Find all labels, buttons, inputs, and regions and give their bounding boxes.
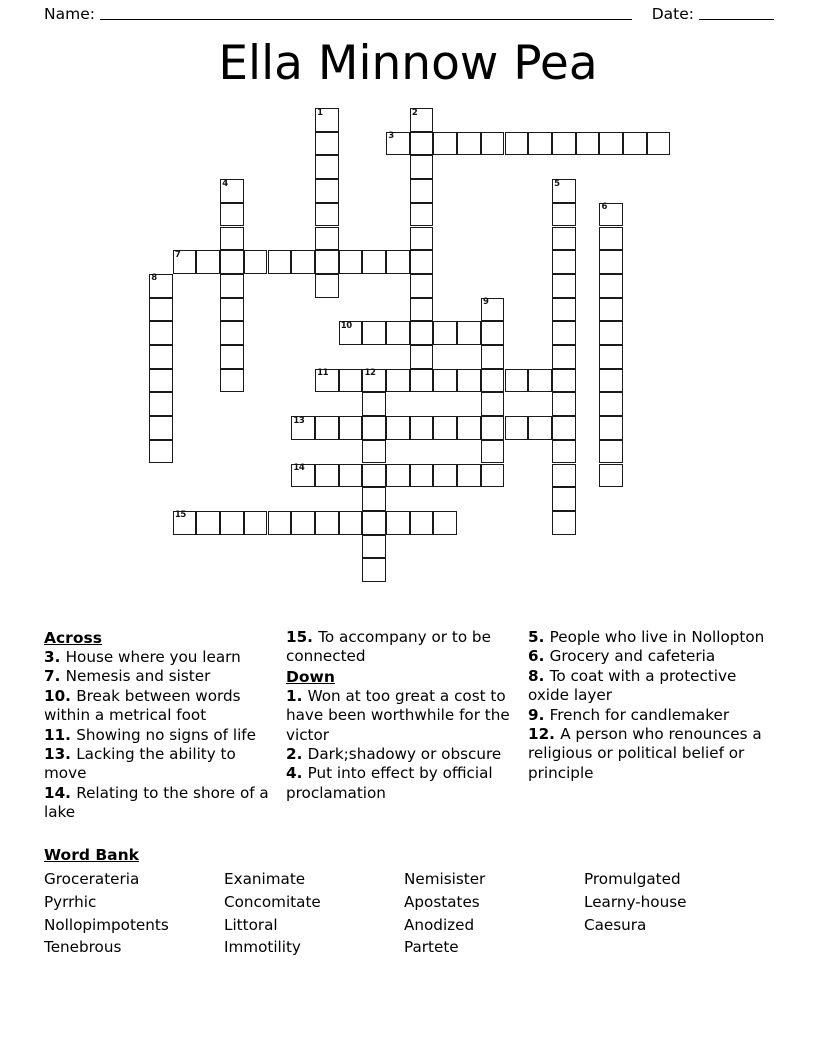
crossword-cell[interactable] bbox=[362, 511, 386, 535]
crossword-cell[interactable] bbox=[362, 416, 386, 440]
clue-number: 4. bbox=[286, 764, 308, 783]
word-bank-word: Caesura bbox=[584, 915, 647, 934]
clue-number: 11. bbox=[44, 725, 77, 744]
clue-item bbox=[44, 648, 276, 667]
crossword-cell[interactable] bbox=[196, 511, 220, 535]
crossword-cell[interactable] bbox=[552, 203, 576, 227]
clue-text: A person who renounces a religious or political belief or principle bbox=[528, 725, 762, 782]
crossword-cell[interactable] bbox=[196, 250, 220, 274]
crossword-cell[interactable] bbox=[433, 132, 457, 156]
crossword-cell[interactable] bbox=[410, 179, 434, 203]
word-bank-word: Learny-house bbox=[584, 892, 687, 911]
crossword-cell[interactable] bbox=[220, 203, 244, 227]
crossword-cell[interactable] bbox=[552, 345, 576, 369]
crossword-cell[interactable] bbox=[220, 274, 244, 298]
crossword-cell[interactable] bbox=[481, 392, 505, 416]
clue-item bbox=[44, 687, 276, 726]
crossword-cell[interactable] bbox=[339, 416, 363, 440]
crossword-cell[interactable] bbox=[220, 511, 244, 535]
crossword-cell[interactable] bbox=[315, 511, 339, 535]
clue-text: Lacking the ability to move bbox=[44, 745, 236, 783]
crossword-cell[interactable] bbox=[362, 464, 386, 488]
clue-item bbox=[286, 628, 518, 667]
clue-item bbox=[286, 687, 518, 745]
crossword-cell[interactable] bbox=[291, 250, 315, 274]
clue-text: Showing no signs of life bbox=[76, 725, 256, 744]
crossword-cell[interactable] bbox=[481, 321, 505, 345]
crossword-cell[interactable] bbox=[505, 132, 529, 156]
crossword-cell[interactable] bbox=[149, 298, 173, 322]
crossword-cell[interactable] bbox=[339, 250, 363, 274]
clue-number: 8. bbox=[528, 666, 550, 685]
crossword-cell[interactable] bbox=[599, 416, 623, 440]
crossword-cell[interactable] bbox=[315, 179, 339, 203]
clue-item bbox=[44, 667, 276, 686]
crossword-cell[interactable] bbox=[362, 440, 386, 464]
clue-item bbox=[528, 647, 774, 666]
word-bank-word: Apostates bbox=[404, 892, 480, 911]
crossword-cell[interactable] bbox=[386, 511, 410, 535]
crossword-cell[interactable] bbox=[552, 274, 576, 298]
crossword-cell[interactable] bbox=[552, 250, 576, 274]
clue-text: French for candlemaker bbox=[549, 705, 730, 724]
crossword-cell[interactable] bbox=[481, 345, 505, 369]
crossword-cell[interactable] bbox=[386, 132, 410, 156]
crossword-cell[interactable] bbox=[481, 132, 505, 156]
down-heading: Down bbox=[286, 667, 335, 686]
clue-number: 5. bbox=[528, 628, 550, 646]
crossword-cell[interactable] bbox=[315, 155, 339, 179]
clue-number: 9. bbox=[528, 705, 550, 724]
crossword-cell[interactable] bbox=[339, 464, 363, 488]
crossword-cell[interactable] bbox=[386, 321, 410, 345]
clue-item bbox=[528, 725, 774, 783]
crossword-cell[interactable] bbox=[623, 132, 647, 156]
crossword-cell[interactable] bbox=[552, 416, 576, 440]
crossword-cell[interactable] bbox=[386, 464, 410, 488]
clues-section bbox=[44, 628, 774, 838]
crossword-cell[interactable] bbox=[315, 250, 339, 274]
crossword-cell[interactable] bbox=[552, 440, 576, 464]
clue-number: 10. bbox=[44, 686, 77, 705]
word-bank-heading: Word Bank bbox=[44, 846, 139, 864]
crossword-cell[interactable] bbox=[315, 416, 339, 440]
crossword-cell[interactable] bbox=[433, 321, 457, 345]
crossword-cell[interactable] bbox=[457, 416, 481, 440]
crossword-cell[interactable] bbox=[362, 321, 386, 345]
crossword-cell[interactable] bbox=[433, 464, 457, 488]
crossword-cell[interactable] bbox=[173, 511, 197, 535]
crossword-cell[interactable] bbox=[362, 369, 386, 393]
crossword-cell[interactable] bbox=[362, 487, 386, 511]
crossword-cell-number: 12 bbox=[364, 368, 376, 379]
crossword-cell[interactable] bbox=[599, 203, 623, 227]
crossword-cell[interactable] bbox=[244, 250, 268, 274]
crossword-cell[interactable] bbox=[315, 369, 339, 393]
clue-item bbox=[528, 706, 774, 725]
word-bank-word: Littoral bbox=[224, 915, 278, 934]
crossword-cell-number: 5 bbox=[554, 178, 560, 189]
crossword-cell[interactable] bbox=[149, 440, 173, 464]
crossword-cell[interactable] bbox=[149, 392, 173, 416]
crossword-cell[interactable] bbox=[315, 108, 339, 132]
clue-item bbox=[528, 628, 774, 647]
crossword-cell[interactable] bbox=[339, 369, 363, 393]
crossword-cell[interactable] bbox=[291, 416, 315, 440]
crossword-cell[interactable] bbox=[149, 274, 173, 298]
word-bank-word: Nemisister bbox=[404, 870, 486, 888]
crossword-cell[interactable] bbox=[599, 321, 623, 345]
crossword-cell-number: 10 bbox=[340, 320, 352, 331]
crossword-cell[interactable] bbox=[505, 416, 529, 440]
clue-number: 3. bbox=[44, 648, 66, 666]
word-bank-word: Exanimate bbox=[224, 870, 306, 888]
crossword-cell[interactable] bbox=[599, 392, 623, 416]
crossword-cell[interactable] bbox=[220, 345, 244, 369]
name-label: Name: bbox=[44, 5, 95, 23]
clue-text: To coat with a protective oxide layer bbox=[528, 666, 737, 705]
clue-item bbox=[44, 784, 276, 823]
crossword-cell[interactable] bbox=[410, 345, 434, 369]
clue-item bbox=[286, 745, 518, 764]
word-bank-word: Pyrrhic bbox=[44, 892, 97, 911]
crossword-cell[interactable] bbox=[410, 132, 434, 156]
crossword-cell[interactable] bbox=[149, 345, 173, 369]
crossword-cell[interactable] bbox=[339, 321, 363, 345]
crossword-cell[interactable] bbox=[220, 227, 244, 251]
crossword-cell[interactable] bbox=[268, 511, 292, 535]
crossword-cell[interactable] bbox=[599, 440, 623, 464]
crossword-cell[interactable] bbox=[410, 321, 434, 345]
crossword-cell[interactable] bbox=[410, 250, 434, 274]
crossword-cell[interactable] bbox=[528, 132, 552, 156]
crossword-cell[interactable] bbox=[481, 416, 505, 440]
crossword-cell[interactable] bbox=[410, 464, 434, 488]
crossword-cell[interactable] bbox=[481, 464, 505, 488]
word-bank-section bbox=[44, 845, 774, 959]
crossword-cell-number: 1 bbox=[317, 107, 323, 118]
crossword-cell-number: 14 bbox=[293, 463, 305, 473]
crossword-cell[interactable] bbox=[315, 203, 339, 227]
crossword-cell[interactable] bbox=[599, 274, 623, 298]
clue-item bbox=[528, 667, 774, 706]
crossword-cell[interactable] bbox=[599, 298, 623, 322]
crossword-cell[interactable] bbox=[599, 345, 623, 369]
clue-text: Won at too great a cost to have been worthwhile for the victor bbox=[286, 686, 510, 744]
crossword-cell[interactable] bbox=[220, 298, 244, 322]
crossword-cell-number: 3 bbox=[388, 131, 394, 142]
date-label: Date: bbox=[651, 5, 694, 23]
crossword-cell[interactable] bbox=[552, 132, 576, 156]
clues-column-1 bbox=[44, 628, 276, 823]
clue-text: Relating to the shore of a lake bbox=[44, 783, 269, 822]
clue-item bbox=[286, 764, 518, 803]
clue-number: 14. bbox=[44, 783, 77, 802]
clues-column-3 bbox=[528, 628, 774, 783]
crossword-cell[interactable] bbox=[362, 558, 386, 582]
word-bank-word: Promulgated bbox=[584, 870, 681, 888]
word-bank-word: Partete bbox=[404, 938, 459, 957]
clue-text: House where you learn bbox=[65, 648, 241, 666]
crossword-cell[interactable] bbox=[599, 369, 623, 393]
crossword-cell-number: 13 bbox=[293, 415, 305, 426]
clues-column-2 bbox=[286, 628, 518, 803]
crossword-cell[interactable] bbox=[433, 511, 457, 535]
word-bank-word: Anodized bbox=[404, 915, 475, 934]
crossword-cell[interactable] bbox=[291, 511, 315, 535]
crossword-cell[interactable] bbox=[362, 392, 386, 416]
clue-item bbox=[44, 745, 276, 784]
clue-number: 7. bbox=[44, 667, 66, 686]
crossword-cell[interactable] bbox=[386, 250, 410, 274]
clue-number: 6. bbox=[528, 647, 550, 666]
crossword-cell[interactable] bbox=[599, 132, 623, 156]
crossword-cell[interactable] bbox=[552, 321, 576, 345]
crossword-cell[interactable] bbox=[433, 416, 457, 440]
crossword-cell[interactable] bbox=[315, 227, 339, 251]
clue-text: Grocery and cafeteria bbox=[549, 647, 716, 666]
crossword-cell[interactable] bbox=[647, 132, 671, 156]
crossword-cell[interactable] bbox=[410, 108, 434, 132]
crossword-cell[interactable] bbox=[433, 369, 457, 393]
crossword-cell[interactable] bbox=[315, 464, 339, 488]
crossword-cell[interactable] bbox=[410, 511, 434, 535]
crossword-cell[interactable] bbox=[220, 321, 244, 345]
crossword-cell[interactable] bbox=[410, 274, 434, 298]
crossword-cell[interactable] bbox=[220, 369, 244, 393]
word-bank-word: Concomitate bbox=[224, 892, 321, 911]
clue-number: 13. bbox=[44, 745, 77, 764]
crossword-cell[interactable] bbox=[457, 321, 481, 345]
crossword-cell[interactable] bbox=[362, 535, 386, 559]
crossword-cell[interactable] bbox=[552, 487, 576, 511]
page-title: Ella Minnow Pea bbox=[218, 36, 598, 91]
crossword-cell-number: 15 bbox=[174, 510, 186, 521]
crossword-cell[interactable] bbox=[410, 155, 434, 179]
clue-number: 15. bbox=[286, 628, 319, 646]
crossword-cell[interactable] bbox=[386, 416, 410, 440]
word-bank-word: Grocerateria bbox=[44, 870, 140, 888]
crossword-cell[interactable] bbox=[457, 464, 481, 488]
clue-text: Dark;shadowy or obscure bbox=[307, 745, 502, 764]
crossword-cell-number: 4 bbox=[222, 178, 228, 189]
crossword-cell[interactable] bbox=[552, 179, 576, 203]
crossword-cell[interactable] bbox=[552, 369, 576, 393]
crossword-cell[interactable] bbox=[410, 369, 434, 393]
crossword-cell[interactable] bbox=[457, 132, 481, 156]
crossword-cell[interactable] bbox=[362, 250, 386, 274]
crossword-cell[interactable] bbox=[315, 274, 339, 298]
crossword-cell[interactable] bbox=[552, 464, 576, 488]
crossword-cell[interactable] bbox=[528, 416, 552, 440]
crossword-cell[interactable] bbox=[410, 203, 434, 227]
word-bank-word: Nollopimpotents bbox=[44, 915, 169, 934]
crossword-cell[interactable] bbox=[410, 298, 434, 322]
crossword-cell[interactable] bbox=[268, 250, 292, 274]
crossword-cell[interactable] bbox=[552, 392, 576, 416]
crossword-cell[interactable] bbox=[552, 511, 576, 535]
crossword-cell-number: 11 bbox=[317, 368, 329, 379]
crossword-cell[interactable] bbox=[576, 132, 600, 156]
clue-text: Nemesis and sister bbox=[65, 667, 211, 686]
crossword-cell[interactable] bbox=[481, 440, 505, 464]
clue-text: Break between words within a metrical foot bbox=[44, 686, 241, 725]
crossword-cell[interactable] bbox=[599, 464, 623, 488]
crossword-cell[interactable] bbox=[481, 369, 505, 393]
crossword-cell[interactable] bbox=[599, 250, 623, 274]
clue-number: 2. bbox=[286, 745, 308, 764]
word-bank-list bbox=[44, 868, 774, 959]
crossword-cell[interactable] bbox=[410, 416, 434, 440]
crossword-cell-number: 6 bbox=[601, 202, 607, 213]
crossword-cell[interactable] bbox=[552, 298, 576, 322]
crossword-cell[interactable] bbox=[149, 416, 173, 440]
crossword-cell-number: 9 bbox=[482, 297, 489, 308]
crossword-cell[interactable] bbox=[220, 179, 244, 203]
crossword-cell[interactable] bbox=[244, 511, 268, 535]
word-bank-word: Tenebrous bbox=[44, 938, 122, 957]
crossword-cell[interactable] bbox=[552, 227, 576, 251]
crossword-cell[interactable] bbox=[386, 369, 410, 393]
word-bank-word: Immotility bbox=[224, 938, 301, 957]
clue-number: 12. bbox=[528, 725, 561, 744]
across-heading: Across bbox=[44, 629, 102, 647]
clue-text: Put into effect by official proclamation bbox=[286, 764, 493, 802]
crossword-cell[interactable] bbox=[315, 132, 339, 156]
crossword-cell[interactable] bbox=[410, 227, 434, 251]
crossword-cell[interactable] bbox=[220, 250, 244, 274]
clue-text: People who live in Nollopton bbox=[549, 628, 765, 646]
word-bank-word bbox=[584, 936, 764, 959]
crossword-cell[interactable] bbox=[505, 369, 529, 393]
crossword-cell[interactable] bbox=[173, 250, 197, 274]
crossword-cell[interactable] bbox=[291, 464, 315, 488]
crossword-cell[interactable] bbox=[481, 298, 505, 322]
clue-number: 1. bbox=[286, 686, 308, 705]
clue-item bbox=[44, 726, 276, 745]
crossword-cell[interactable] bbox=[599, 227, 623, 251]
crossword-cell-number: 7 bbox=[174, 249, 181, 260]
clue-text: To accompany or to be connected bbox=[286, 628, 491, 666]
crossword-cell[interactable] bbox=[339, 511, 363, 535]
crossword-cell-number: 8 bbox=[151, 273, 157, 284]
crossword-cell[interactable] bbox=[149, 369, 173, 393]
crossword-cell[interactable] bbox=[528, 369, 552, 393]
crossword-cell-number: 2 bbox=[411, 107, 418, 118]
crossword-cell[interactable] bbox=[149, 321, 173, 345]
crossword-cell[interactable] bbox=[457, 369, 481, 393]
